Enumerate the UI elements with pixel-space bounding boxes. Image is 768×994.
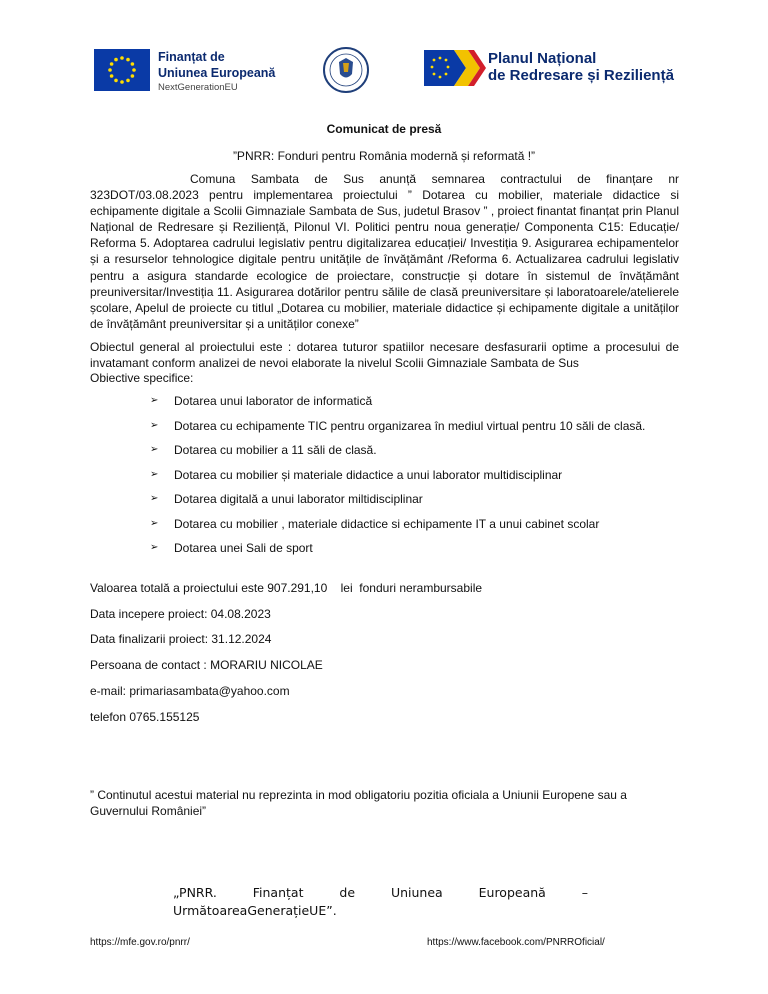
- objectives-list: [150, 393, 645, 565]
- project-value: Valoarea totală a proiectului este 907.291,10 lei fonduri nerambursabile: [90, 581, 483, 595]
- page-subtitle: ”PNRR: Fonduri pentru România modernă și reformată !”: [232, 149, 536, 163]
- list-item: ➢ Dotarea cu mobilier a 11 săli de clasă.: [150, 442, 645, 467]
- eu-logo-line2: Uniunea Europeană: [158, 66, 276, 80]
- end-date: Data finalizarii proiect: 31.12.2024: [90, 632, 272, 646]
- url-right[interactable]: https://www.facebook.com/PNRROficial/: [427, 937, 605, 948]
- pnrr-logo: [424, 50, 684, 90]
- pnrr-logo-line2: de Redresare și Reziliență: [488, 67, 674, 84]
- general-objective-paragraph: Obiectul general al proiectului este : dotarea tuturor spatiilor necesare desfasurarii optime a procesului de invatamant conform analizei de nevoi elaborate la nivelul Scolii Gimnaziale Sambata de Sus: [90, 340, 679, 371]
- objectives-heading: Obiective specifice:: [90, 371, 194, 385]
- eu-funding-logo: [94, 49, 274, 94]
- romanian-government-seal-icon: [322, 46, 370, 94]
- arrow-bullet-icon: ➢: [150, 444, 159, 455]
- footer-quote: „PNRR. Finanțat de Uniunea Europeană – UrmătoareaGenerațieUE”.: [173, 885, 588, 918]
- url-left[interactable]: https://mfe.gov.ro/pnrr/: [90, 937, 190, 948]
- list-item: ➢ Dotarea cu echipamente TIC pentru organizarea în mediul virtual pentru 10 săli de clasă.: [150, 418, 645, 443]
- eu-flag-icon: [94, 49, 150, 91]
- arrow-bullet-icon: ➢: [150, 542, 159, 553]
- arrow-bullet-icon: ➢: [150, 395, 159, 406]
- arrow-bullet-icon: ➢: [150, 419, 159, 431]
- disclaimer: ” Continutul acestui material nu reprezinta in mod obligatoriu pozitia oficiala a Uniunii Europene sau a Guvernului României”: [90, 788, 627, 819]
- contact-phone: telefon 0765.155125: [90, 710, 200, 724]
- list-item: ➢ Dotarea unei Sali de sport: [150, 540, 645, 565]
- list-item: ➢ Dotarea digitală a unui laborator miltidisciplinar: [150, 491, 645, 516]
- list-item: ➢ Dotarea unui laborator de informatică: [150, 393, 645, 418]
- start-date: Data incepere proiect: 04.08.2023: [90, 607, 271, 621]
- arrow-bullet-icon: ➢: [150, 517, 159, 529]
- pnrr-logo-line1: Planul Național: [488, 50, 597, 67]
- page-title: Comunicat de presă: [326, 122, 442, 136]
- list-item: ➢ Dotarea cu mobilier și materiale didactice a unui laborator multidisciplinar: [150, 467, 645, 492]
- eu-logo-line1: Finanțat de: [158, 50, 225, 64]
- intro-paragraph: Comuna Sambata de Sus anunță semnarea contractului de finanțare nr 323DOT/03.08.2023 pentru implementarea proiectului ” Dotarea cu mobilier, materiale didactice si echipamente digitale a Scolii Gimnaziale Sambata de Sus, judetul Brasov ” , proiect finantat finanțat prin Planul Național de Redresare și Reziliență, Pilonul VI. Politici pentru noua generație/ Componenta C15: Educație/ Reforma 5. Adoptarea cadrului legislativ pentru digitalizarea educației/ Investiția 9. Asigurarea echipamentelor și a resurselor tehnologice digitale pentru unitățile de învățământ /Reforma 6. Actualizarea cadrului legislativ pentru a asigura standarde ecologice de proiectare, construcție și dotare în sistemul de învățământ preuniversitar/Investiția 11. Asigurarea dotărilor pentru sălile de clasă preuniversitare și laboratoarele/atelierele școlare, Apelul de proiecte cu titlul „Dotarea cu mobilier, materiale didactice și echipamente digitale a unităților de învățământ preuniversitar și a unităților conexe”: [90, 172, 679, 331]
- list-item: ➢ Dotarea cu mobilier , materiale didactice si echipamente IT a unui cabinet scolar: [150, 516, 645, 541]
- eu-logo-line3: NextGenerationEU: [158, 82, 238, 93]
- arrow-bullet-icon: ➢: [150, 493, 159, 504]
- arrow-bullet-icon: ➢: [150, 468, 159, 480]
- contact-email: e-mail: primariasambata@yahoo.com: [90, 684, 290, 698]
- pnrr-flag-arrow-icon: [424, 50, 486, 86]
- contact-person: Persoana de contact : MORARIU NICOLAE: [90, 658, 323, 672]
